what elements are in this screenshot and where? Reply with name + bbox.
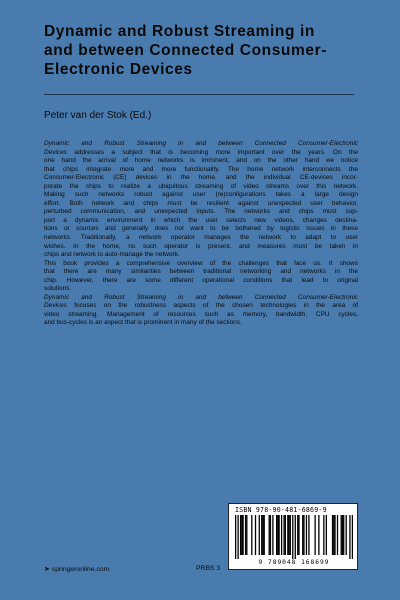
barcode-bar	[343, 515, 344, 555]
blurb-plain: Making such networks robust against user (re)configurations takes a large design	[44, 191, 358, 199]
blurb-plain: and bus-cycles is an aspect that is prominent in many of the sections.	[44, 319, 242, 327]
blurb-line	[44, 311, 358, 320]
blurb-plain: effort. Both network and chips must be resilient against unexpected user behavior,	[44, 199, 358, 207]
blurb-line	[44, 183, 358, 192]
blurb-text	[44, 140, 358, 328]
barcode-bar	[281, 515, 282, 555]
barcode-bar	[326, 515, 327, 555]
blurb-line	[44, 260, 358, 269]
blurb-line	[44, 208, 358, 217]
barcode-bar	[303, 515, 304, 555]
barcode-bar	[242, 515, 243, 555]
website-text: springeronline.com	[51, 566, 110, 573]
barcode-bar	[308, 515, 309, 555]
barcode-bar	[246, 515, 247, 555]
blurb-line	[44, 140, 358, 149]
barcode-bar	[292, 515, 293, 559]
blurb-plain: port a dynamic environment in which the user selects new videos, changes destina-	[44, 216, 358, 224]
barcode-bar	[261, 515, 262, 555]
blurb-line	[44, 251, 358, 260]
blurb-plain: tions or sources and generally does not want to be bothered by logistic issues in these	[44, 225, 358, 233]
blurb-line	[44, 294, 358, 303]
barcode-image	[235, 515, 353, 559]
blurb-line	[44, 234, 358, 243]
barcode-bar	[262, 515, 263, 555]
isbn-label: ISBN 978-90-481-6869-9	[235, 506, 327, 514]
barcode-bar	[240, 515, 241, 555]
blurb-plain: porate the chips to realize a ubiquitous streaming of video streams over this network.	[44, 182, 358, 190]
book-title	[44, 22, 374, 79]
barcode-bar	[302, 515, 303, 555]
barcode-bar	[251, 515, 252, 555]
blurb-plain: chips and network to auto-manage the network.	[44, 251, 180, 259]
barcode-bar	[298, 515, 299, 555]
blurb-plain: that there are many similarities between traditional networking and networks in the	[44, 268, 358, 276]
blurb-italic: Devices	[44, 148, 67, 156]
barcode-bar	[278, 515, 279, 555]
blurb-italic: Devices	[44, 302, 67, 310]
blurb-plain: one hand the arrival of home networks is imminent, and on the other hand we notice	[44, 157, 358, 165]
barcode-bar	[235, 515, 236, 559]
blurb-plain: addresses a subject that is becoming more important over the years. On the	[66, 148, 358, 156]
blurb-plain: perturbed communication, and unexpected inputs. The networks and chips must sup-	[44, 208, 358, 216]
barcode-bar	[334, 515, 335, 555]
barcode-bar	[332, 515, 333, 555]
blurb-line	[44, 166, 358, 175]
barcode-box	[228, 503, 358, 570]
blurb-line	[44, 302, 358, 311]
blurb-line	[44, 285, 358, 294]
blurb-line	[44, 200, 358, 209]
barcode-bar	[276, 515, 277, 555]
blurb-line	[44, 217, 358, 226]
blurb-line	[44, 268, 358, 277]
barcode-bar	[255, 515, 256, 555]
barcode-bar	[288, 515, 289, 555]
blurb-line	[44, 277, 358, 286]
title-line: and between Connected Consumer-	[44, 42, 327, 59]
barcode-bar	[241, 515, 242, 555]
barcode-bar	[270, 515, 271, 555]
barcode-bar	[269, 515, 270, 555]
barcode-bar	[346, 515, 347, 555]
blurb-plain: solutions.	[44, 285, 72, 293]
blurb-line	[44, 157, 358, 166]
blurb-plain: networks. Traditionally, a network operator manages the network to adapt to user	[44, 234, 358, 242]
barcode-bar	[259, 515, 260, 555]
blurb-italic: Dynamic and Robust Streaming in and between Connected Consumer-Electronic	[44, 293, 358, 301]
barcode-bar	[306, 515, 307, 555]
barcode-bar	[283, 515, 284, 555]
barcode-bar	[314, 515, 315, 555]
barcode-bar	[285, 515, 286, 555]
barcode-bar	[277, 515, 278, 555]
barcode-bar	[342, 515, 343, 555]
barcode-bar	[290, 515, 291, 555]
print-code: PRBS 3	[196, 565, 221, 572]
title-line: Electronic Devices	[44, 61, 193, 78]
blurb-plain: wishes. In the home, no such operator is present, and measures must be taken in	[44, 242, 358, 250]
barcode-bar	[341, 515, 342, 555]
blurb-line	[44, 243, 358, 252]
blurb-line	[44, 191, 358, 200]
blurb-plain: chip. However, there are some different operational conditions that lead to original	[44, 276, 358, 284]
blurb-plain: that chips integrate more and more functionality. The home network interconnects the	[44, 165, 358, 173]
blurb-line	[44, 319, 358, 328]
barcode-bar	[297, 515, 298, 555]
barcode-bar	[318, 515, 319, 555]
barcode-bar	[337, 515, 338, 555]
barcode-bar	[237, 515, 238, 559]
barcode-bar	[349, 515, 350, 559]
blurb-line	[44, 225, 358, 234]
barcode-bar	[352, 515, 353, 559]
barcode-bar	[287, 515, 288, 555]
blurb-plain: focuses on the robustness aspects of the chosen technologies in the area of	[66, 302, 358, 310]
barcode-bar	[295, 515, 296, 559]
blurb-plain: Consumer-Electronic (CE) devices in the home, and the individual CE-devices incor-	[44, 174, 358, 182]
arrow-right-icon: ➤	[44, 566, 50, 573]
barcode-bar	[264, 515, 265, 555]
barcode-bar	[245, 515, 246, 555]
barcode-digits: 9 789048 168699	[258, 559, 330, 566]
blurb-italic: Dynamic and Robust Streaming in and between Connected Consumer-Electronic	[44, 140, 358, 147]
blurb-line	[44, 149, 358, 158]
blurb-line	[44, 174, 358, 183]
divider-top	[44, 94, 354, 95]
editor-name: Peter van der Stok (Ed.)	[44, 110, 152, 121]
blurb-plain: video streaming. Management of resources such as memory, bandwidth, CPU cycles,	[44, 310, 358, 318]
title-line: Dynamic and Robust Streaming in	[44, 23, 315, 40]
barcode-bar	[323, 515, 324, 555]
publisher-website	[44, 565, 109, 573]
barcode-bar	[333, 515, 334, 555]
barcode-bar	[272, 515, 273, 555]
blurb-plain: This book provides a comprehensive overview of the challenges that face us. It shows	[44, 259, 358, 267]
